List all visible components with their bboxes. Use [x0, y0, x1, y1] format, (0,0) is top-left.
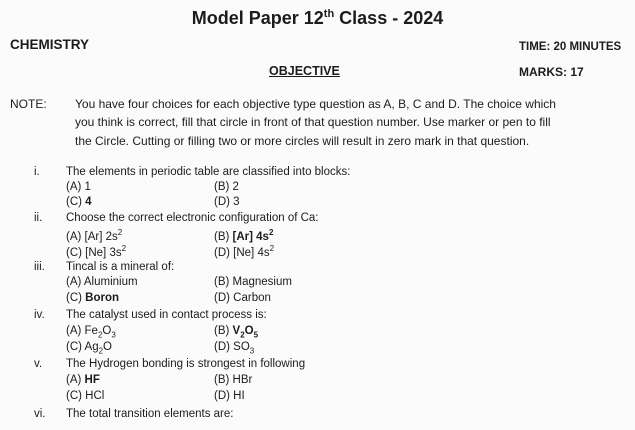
- question-text: Tincal is a mineral of:: [66, 261, 175, 273]
- option-b: (B) [Ar] $4s^2$: [214, 228, 274, 243]
- option-d: (D) $SO_3$: [214, 341, 255, 356]
- question-number: v.: [34, 358, 43, 370]
- option-c: (C) $Ag_2O$: [66, 341, 112, 356]
- question-number: iv.: [34, 309, 45, 321]
- note-line: you think is correct, fill that circle in front of that question number. Use marker or pen to fill: [75, 115, 551, 129]
- option-b: (B) Magnesium: [214, 276, 292, 288]
- section-heading: OBJECTIVE: [269, 64, 340, 78]
- note-line: the Circle. Cutting or filling two or more circles will result in zero mark in that question.: [75, 134, 530, 148]
- option-b: (B) 2: [214, 181, 239, 193]
- option-a: (A) 1: [66, 181, 91, 193]
- question-number: i.: [34, 166, 40, 178]
- question-number: ii.: [34, 212, 43, 224]
- question-text: The catalyst used in contact process is:: [66, 309, 267, 321]
- question-text: The total transition elements are:: [66, 408, 234, 420]
- option-c: (C) [Ne] $3s^2$: [66, 244, 127, 259]
- option-d: (D) 3: [214, 196, 240, 208]
- option-c: (C) Boron: [66, 292, 120, 304]
- option-c: (C) 4: [66, 196, 92, 208]
- question-text: The Hydrogen bonding is strongest in following: [66, 358, 306, 370]
- time-label: TIME: 20 MINUTES: [519, 41, 622, 53]
- option-a: (A) [Ar] $2s^2$: [66, 228, 123, 243]
- option-b: (B) HBr: [214, 374, 253, 386]
- marks-label: MARKS: 17: [519, 65, 584, 79]
- option-a: (A) $Fe_2O_3$: [66, 325, 116, 340]
- option-a: (A) Aluminium: [66, 276, 138, 288]
- option-a: (A) HF: [66, 374, 100, 386]
- note-label: NOTE:: [10, 97, 47, 111]
- option-d: (D) Carbon: [214, 292, 271, 304]
- subject-heading: CHEMISTRY: [10, 37, 90, 52]
- option-b: (B) $V_2O_5$: [214, 325, 259, 340]
- question-text: Choose the correct electronic configuration of Ca:: [66, 212, 319, 224]
- question-text: The elements in periodic table are classified into blocks:: [66, 166, 351, 178]
- option-d: (D) [Ne] $4s^2$: [214, 244, 275, 259]
- question-number: vi.: [34, 408, 46, 420]
- question-number: iii.: [34, 261, 45, 273]
- option-c: (C) HCl: [66, 390, 105, 402]
- option-d: (D) HI: [214, 390, 245, 402]
- paper-title: Model Paper 12th Class - 2024: [191, 8, 444, 28]
- note-line: You have four choices for each objective type question as A, B, C and D. The choice which: [75, 97, 556, 111]
